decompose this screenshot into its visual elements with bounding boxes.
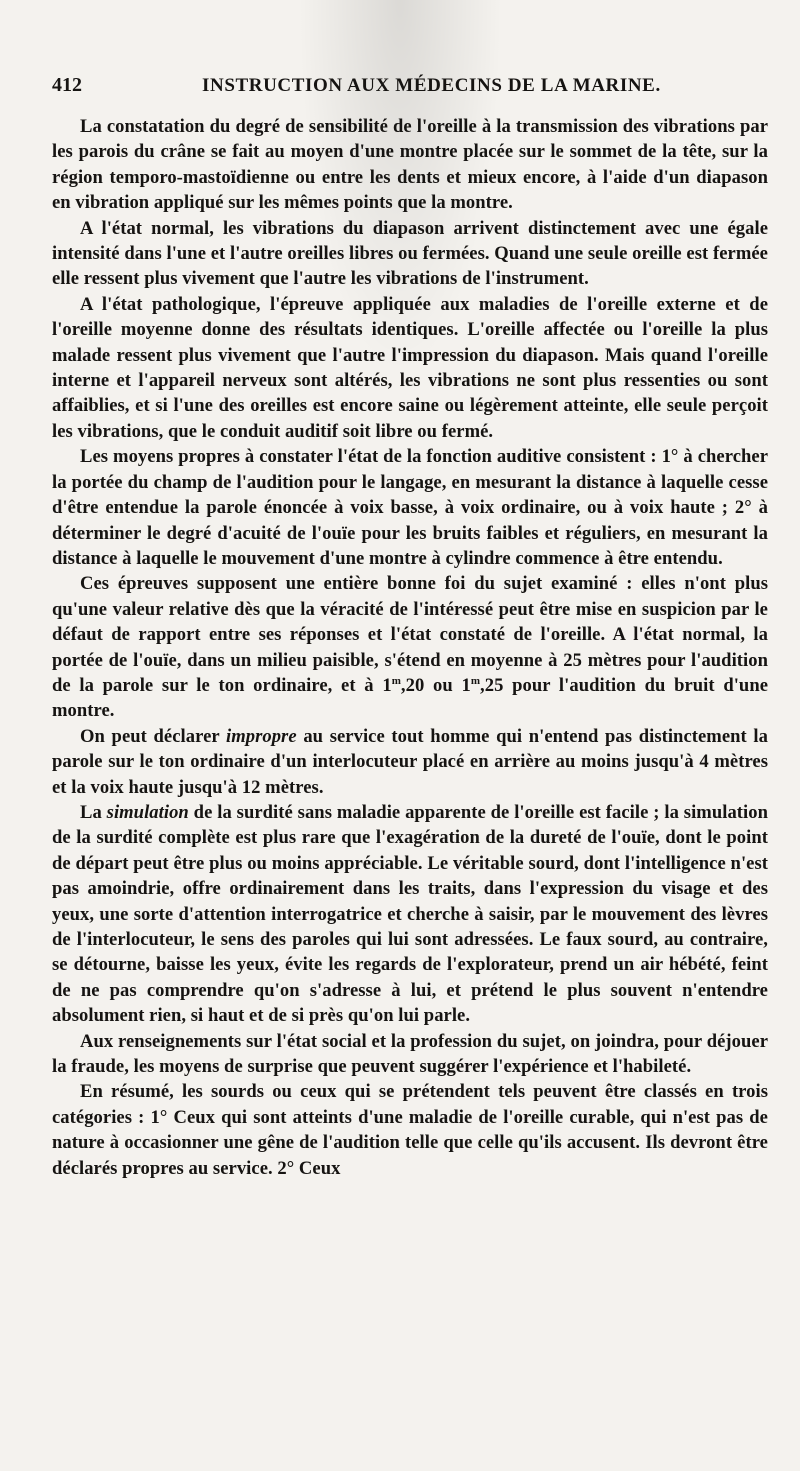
running-title: INSTRUCTION AUX MÉDECINS DE LA MARINE.	[202, 75, 661, 96]
page-number: 412	[52, 74, 82, 96]
italic-term: impropre	[226, 725, 297, 747]
superscript-unit: m	[391, 674, 401, 687]
paragraph	[52, 1079, 768, 1181]
text-segment: Aux renseignements sur l'état social et la profession du sujet, on joindra, pour déjouer la fraude, les moyens de surprise que peuvent suggérer l'expérience et l'habileté.	[52, 1030, 768, 1078]
paragraph	[52, 216, 768, 292]
text-segment: En résumé, les sourds ou ceux qui se prétendent tels peuvent être classés en trois catégories : 1° Ceux qui sont atteints d'une maladie de l'oreille curable, qui n'est pas de nature à occasionner une gêne de l'audition telle que celle qu'ils accusent. Ils devront être déclarés propres au service. 2° Ceux	[52, 1081, 768, 1179]
text-segment: ,25 pour l'audition du bruit d'une montre.	[52, 674, 769, 722]
text-segment: On peut déclarer	[80, 725, 226, 747]
text-segment: ,20 ou 1	[400, 674, 471, 696]
paragraph	[52, 114, 768, 216]
text-segment: de la surdité sans maladie apparente de l'oreille est facile ; la simulation de la surdité complète est plus rare que l'exagération de la dureté de l'ouïe, dont le point de départ peut être plus ou moins appréciable. Le véritable sourd, dont l'intelligence n'est pas amoindrie, offre ordinairement dans les traits, dans l'expression du visage et des yeux, une sorte d'attention interrogatrice et cherche à saisir, par le mouvement des lèvres de l'interlocuteur, le sens des paroles qui lui sont adressées. Le faux sourd, au contraire, se détourne, baisse les yeux, évite les regards de l'explorateur, prend un air hébété, feint de ne pas comprendre qu'on s'adresse à lui, et prétend le plus souvent n'entendre absolument rien, si haut et de si près qu'on lui parle.	[52, 801, 768, 1027]
text-segment: A l'état normal, les vibrations du diapason arrivent distinctement avec une égale intensité dans l'une et l'autre oreilles libres ou fermées. Quand une seule oreille est fermée elle ressent plus vivement que l'autre les vibrations de l'instrument.	[52, 217, 768, 290]
text-segment: Les moyens propres à constater l'état de la fonction auditive consistent : 1° à chercher la portée du champ de l'audition pour le langage, en mesurant la distance à laquelle cesse d'être entendue la parole énoncée à voix basse, à voix ordinaire, ou à voix haute ; 2° à déterminer le degré d'acuité de l'ouïe pour les bruits faibles et réguliers, en mesurant la distance à laquelle le mouvement d'une montre à cylindre commence à être entendu.	[52, 446, 768, 569]
text-segment: La	[80, 801, 107, 823]
paragraph	[52, 292, 768, 444]
italic-term: simulation	[106, 801, 189, 823]
text-segment: La constatation du degré de sensibilité de l'oreille à la transmission des vibrations par les parois du crâne se fait au moyen d'une montre placée sur le sommet de la tête, sur la région temporo-mastoïdienne ou entre les dents et mieux encore, à l'aide d'un diapason en vibration appliqué sur les mêmes points que la montre.	[52, 116, 768, 214]
paragraph	[52, 571, 768, 723]
paragraph	[52, 444, 768, 571]
text-segment: Ces épreuves supposent une entière bonne foi du sujet examiné : elles n'ont plus qu'une valeur relative dès que la véracité de l'intéressé peut être mise en suspicion par le défaut de rapport entre ses réponses et l'état constaté de l'oreille. A l'état normal, la portée de l'ouïe, dans un milieu paisible, s'étend en moyenne à 25 mètres pour l'audition de la parole sur le ton ordinaire, et à 1	[52, 573, 768, 696]
text-segment: A l'état pathologique, l'épreuve appliquée aux maladies de l'oreille externe et de l'oreille moyenne donne des résultats identiques. L'oreille affectée ou l'oreille la plus malade ressent plus vivement que l'autre l'impression du diapason. Mais quand l'oreille interne et l'appareil nerveux sont altérés, les vibrations ne sont plus ressenties ou sont affaiblies, et si l'une des oreilles est encore saine ou légèrement atteinte, elle seule perçoit les vibrations, que le conduit auditif soit libre ou fermé.	[52, 293, 768, 442]
body-text	[52, 114, 768, 1181]
text-segment: au service tout homme qui n'entend pas distinctement la parole sur le ton ordinaire d'un interlocuteur placé en arrière au moins jusqu'à 4 mètres et la voix haute jusqu'à 12 mètres.	[52, 725, 768, 798]
paragraph	[52, 724, 768, 800]
superscript-unit: m	[470, 674, 481, 687]
paragraph	[52, 1029, 768, 1080]
paragraph	[52, 800, 768, 1029]
running-head	[52, 74, 768, 106]
